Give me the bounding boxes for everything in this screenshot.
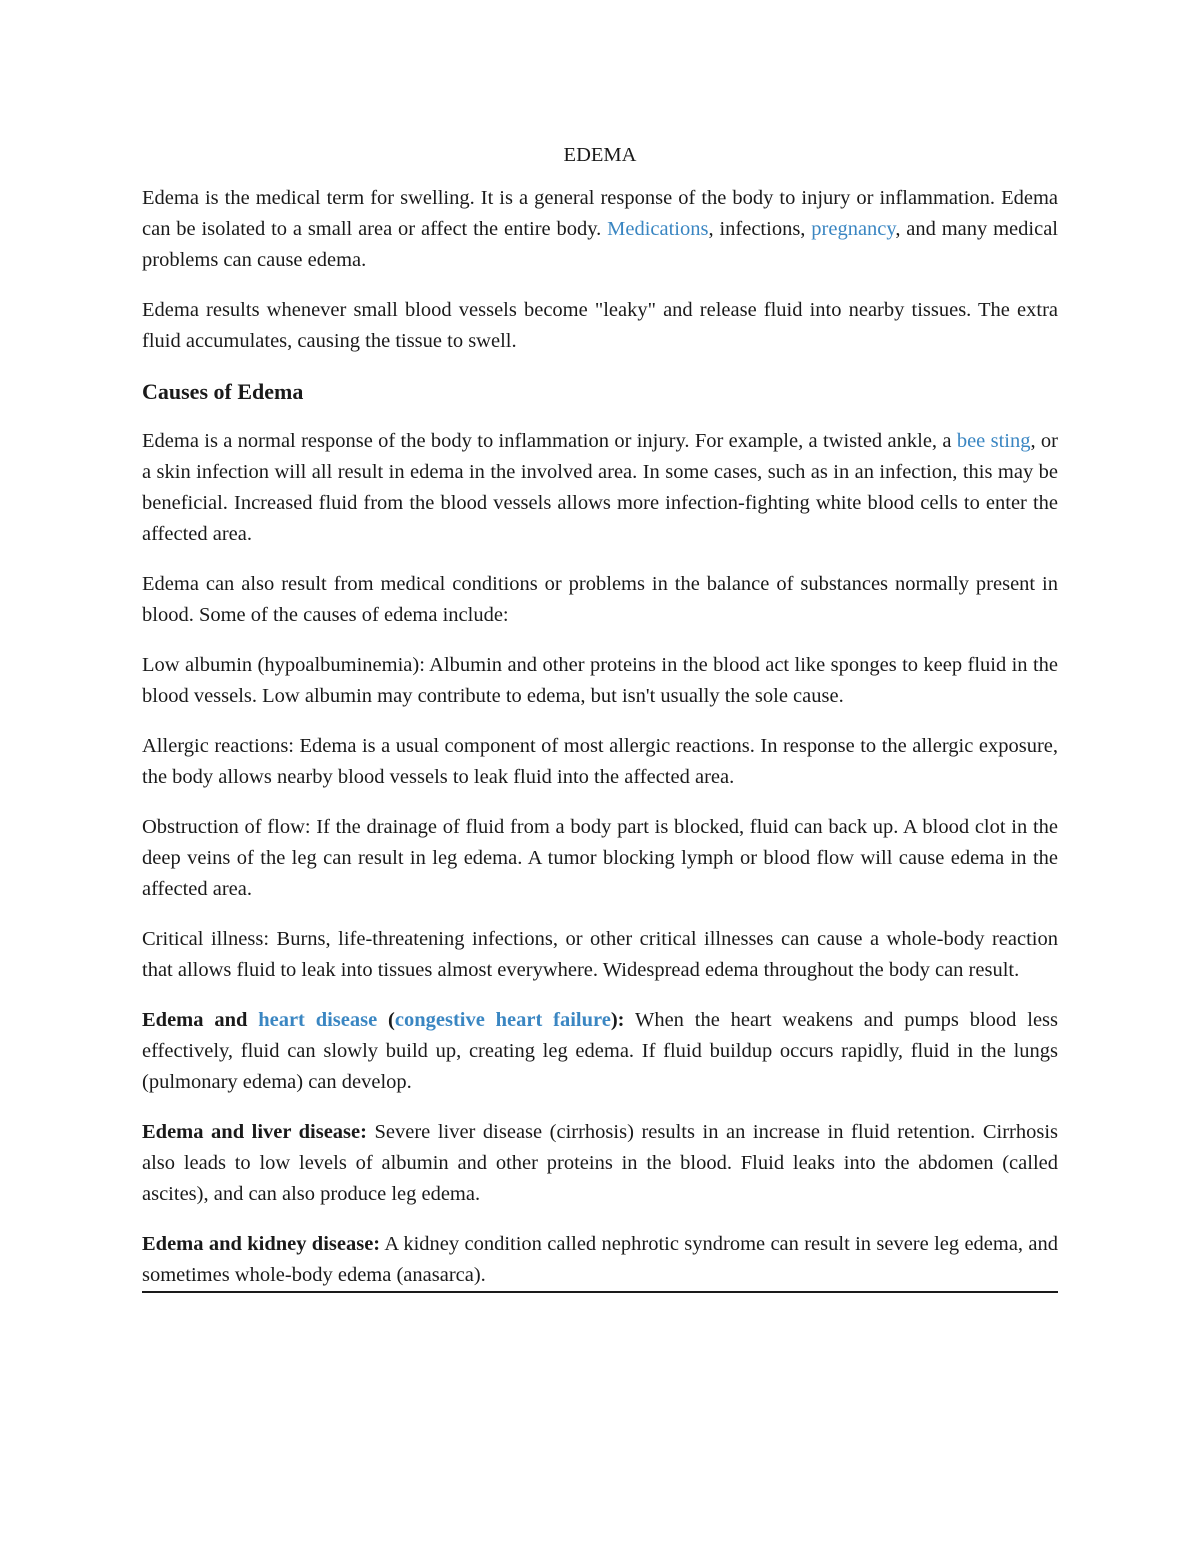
document-page: [142, 140, 1058, 1312]
paragraph-low-albumin: Low albumin (hypoalbuminemia): Albumin and other proteins in the blood act like sponges to keep fluid in the blood vessels. Low albumin may contribute to edema, but isn't usually the sole cause.: [142, 654, 1058, 707]
heading-causes: Causes of Edema: [142, 379, 304, 404]
text: A kidney condition called nephrotic syndrome can result in severe leg edema, and sometimes whole-body edema (anasarca).: [142, 1233, 1058, 1286]
paragraph-kidney-disease: [142, 1229, 1058, 1293]
paragraph-heart-disease: [142, 1005, 1058, 1098]
text: When the heart weakens and pumps blood less effectively, fluid can slowly build up, creating leg edema. If fluid buildup occurs rapidly, fluid in the lungs (pulmonary edema) can develop.: [142, 1009, 1059, 1093]
link-medications[interactable]: Medications: [607, 218, 709, 240]
link-heart-disease[interactable]: heart disease: [258, 1009, 378, 1031]
text: , or a skin infection will all result in edema in the involved area. In some cases, such as in an infection, this may be beneficial. Increased fluid from the blood vessels allows more infection-fighting white blood cells to enter the affected area.: [142, 430, 1059, 545]
paragraph-normal-response: [142, 426, 1058, 550]
text: Edema is a normal response of the body to inflammation or injury. For example, a twisted ankle, a: [142, 430, 957, 452]
text: , infections,: [708, 218, 812, 240]
paragraph-critical-illness: Critical illness: Burns, life-threatening infections, or other critical illnesses can cause a whole-body reaction that allows fluid to leak into tissues almost everywhere. Widespread edema throughout the body can result.: [142, 928, 1058, 981]
link-bee-sting[interactable]: bee sting: [956, 430, 1031, 452]
bold-text: (: [377, 1009, 395, 1031]
paragraph-leaky-vessels: Edema results whenever small blood vessels become "leaky" and release fluid into nearby tissues. The extra fluid accumulates, causing the tissue to swell.: [142, 299, 1058, 352]
paragraph-allergic-reactions: Allergic reactions: Edema is a usual component of most allergic reactions. In response to the allergic exposure, the body allows nearby blood vessels to leak fluid into the affected area.: [142, 735, 1058, 788]
bold-text: Edema and kidney disease:: [142, 1233, 381, 1255]
paragraph-obstruction: Obstruction of flow: If the drainage of fluid from a body part is blocked, fluid can back up. A blood clot in the deep veins of the leg can result in leg edema. A tumor blocking lymph or blood flow will cause edema in the affected area.: [142, 816, 1058, 900]
bold-text: Edema and liver disease:: [142, 1121, 367, 1143]
document-title: EDEMA: [563, 144, 637, 166]
paragraph-medical-conditions: Edema can also result from medical conditions or problems in the balance of substances normally present in blood. Some of the causes of edema include:: [142, 573, 1058, 626]
paragraph-intro: [142, 183, 1058, 276]
text: Severe liver disease (cirrhosis) results in an increase in fluid retention. Cirrhosis also leads to low levels of albumin and other proteins in the blood. Fluid leaks into the abdomen (called ascites), and can also produce leg edema.: [142, 1121, 1058, 1205]
bold-text: ):: [610, 1009, 625, 1031]
paragraph-liver-disease: [142, 1117, 1058, 1210]
text: , and many medical problems can cause edema.: [142, 218, 1058, 271]
link-pregnancy[interactable]: pregnancy: [811, 218, 896, 240]
text: Edema is the medical term for swelling. It is a general response of the body to injury or inflammation. Edema can be isolated to a small area or affect the entire body.: [142, 187, 1058, 240]
link-congestive-heart-failure[interactable]: congestive heart failure: [394, 1009, 611, 1031]
bold-text: Edema and: [142, 1009, 259, 1031]
